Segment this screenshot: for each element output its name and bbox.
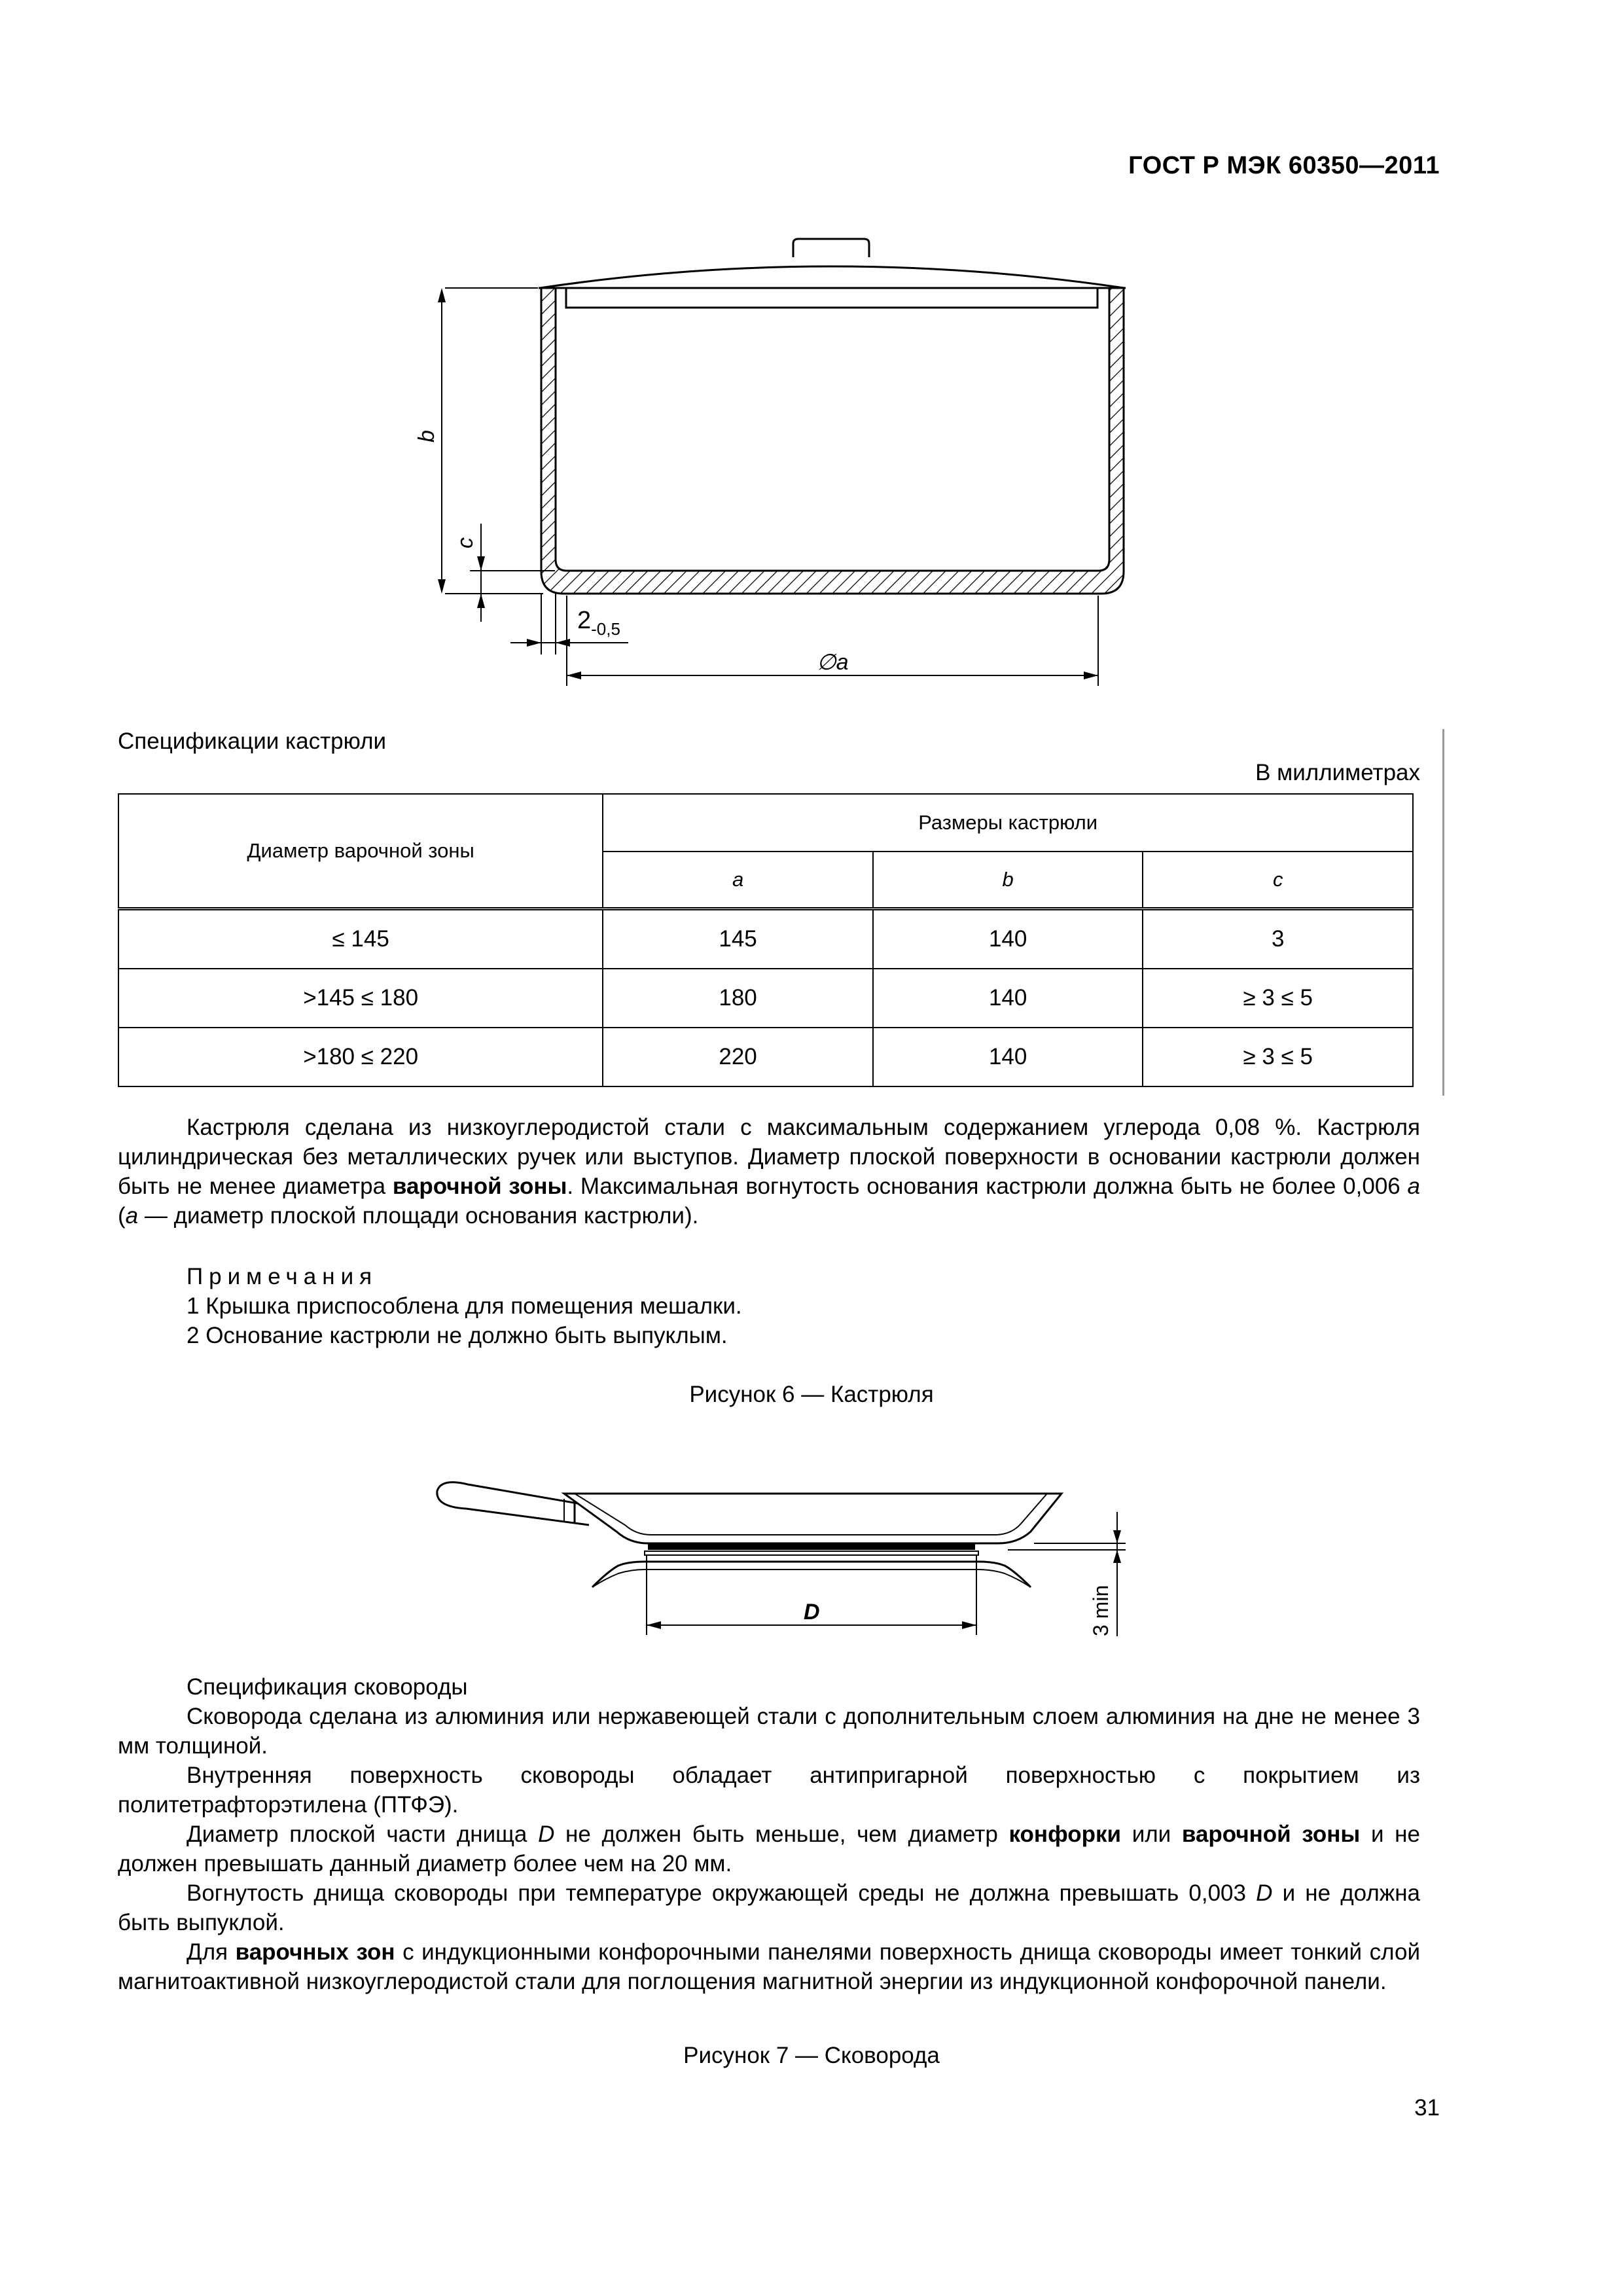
table-cell: 145 — [603, 909, 873, 969]
units-note: В миллиметрах — [1255, 760, 1420, 785]
pot-desc-text-4: — диаметр плоской площади основания кастрюли). — [138, 1203, 699, 1229]
frying-pan-drawing — [419, 1460, 1152, 1656]
pan-p3-text-3: или — [1121, 1821, 1182, 1847]
pan-para-1: Сковорода сделана из алюминия или нержавеющей стали с дополнительным слоем алюминия на дне не менее 3 мм толщиной. — [118, 1704, 1420, 1759]
figure-7-caption: Рисунок 7 — Сковорода — [683, 2043, 940, 2068]
pan-para-2: Внутренняя поверхность сковороды обладает антипригарной поверхностью с покрытием из политетрафторэтилена (ПТФЭ). — [118, 1763, 1420, 1818]
pan-p3-text-4: и не должен превышать данный диаметр более чем на 20 мм. — [118, 1821, 1420, 1876]
table-cell: 3 — [1143, 909, 1413, 969]
table-cell: ≤ 145 — [118, 909, 603, 969]
dim-D-label: D — [804, 1600, 820, 1624]
pan-p3-italic: D — [538, 1821, 555, 1847]
tolerance-main: 2 — [577, 607, 592, 634]
pot-desc-text-3: ( — [118, 1203, 126, 1229]
table-cell: 220 — [603, 1028, 873, 1086]
header-c: c — [1143, 852, 1413, 909]
table-cell: 140 — [873, 1028, 1143, 1086]
pot-desc-italic-1: a — [1407, 1174, 1420, 1199]
table-cell: 140 — [873, 969, 1143, 1028]
header-pot-dimensions: Размеры кастрюли — [603, 794, 1413, 852]
pan-p5-text-2: с индукционными конфорочными панелями поверхность днища сковороды имеет тонкий слой магнитоактивной низкоуглеродистой стали для поглощения магнитной энергии из индукционной конфорочной панели. — [118, 1939, 1420, 1994]
table-cell: 180 — [603, 969, 873, 1028]
margin-rule — [1442, 729, 1444, 1096]
table-row — [118, 969, 1413, 1028]
header-a: a — [603, 852, 873, 909]
pan-p3-text-2: не должен быть меньше, чем диаметр — [554, 1821, 1009, 1847]
header-cooking-zone: Диаметр варочной зоны — [118, 794, 603, 909]
dim-c-label: c — [453, 537, 478, 548]
dim-b-label: b — [414, 430, 439, 442]
table-cell: >180 ≤ 220 — [118, 1028, 603, 1086]
header-b: b — [873, 852, 1143, 909]
note-1: 1 Крышка приспособлена для помещения мешалки. — [187, 1293, 742, 1319]
pan-p3-bold-2: варочной зоны — [1181, 1821, 1361, 1847]
figure-6-caption: Рисунок 6 — Кастрюля — [689, 1382, 934, 1407]
pan-p5-bold: варочных зон — [235, 1939, 395, 1965]
dim-3min-label: 3 min — [1089, 1585, 1113, 1636]
pan-p4-text-1: Вогнутость днища сковороды при температуре окружающей среды не должна превышать 0,003 — [187, 1880, 1257, 1906]
pan-p3-text-1: Диаметр плоской части днища — [187, 1821, 539, 1847]
note-2: 2 Основание кастрюли не должно быть выпуклым. — [187, 1323, 728, 1348]
pot-drawing — [393, 229, 1178, 700]
wall-tolerance-label — [577, 607, 620, 639]
table-cell: >145 ≤ 180 — [118, 969, 603, 1028]
pan-p4-text-2: и не должна быть выпуклой. — [118, 1880, 1421, 1935]
pan-para-5 — [118, 1937, 1420, 1996]
dim-a-label: ∅a — [817, 650, 849, 675]
pot-desc-bold-1: варочной зоны — [392, 1174, 567, 1199]
pan-p3-bold-1: конфорки — [1008, 1821, 1122, 1847]
pot-desc-text-1: Кастрюля сделана из низкоуглеродистой стали с максимальным содержанием углерода 0,08 %. Кастрюля цилиндрическая без металлических ручек или выступов. Диаметр плоской поверхности в основании кастрюли должен быть не менее диаметра — [118, 1115, 1420, 1199]
table-cell: 140 — [873, 909, 1143, 969]
notes-title: Примечания — [187, 1264, 378, 1289]
pan-p4-italic: D — [1256, 1880, 1273, 1906]
table-row — [118, 909, 1413, 969]
pot-spec-title: Спецификации кастрюли — [118, 728, 387, 754]
pan-spec-title: Спецификация сковороды — [187, 1674, 468, 1700]
table-cell: ≥ 3 ≤ 5 — [1143, 1028, 1413, 1086]
table-cell: ≥ 3 ≤ 5 — [1143, 969, 1413, 1028]
pot-spec-table — [118, 793, 1414, 1087]
pot-desc-italic-2: a — [125, 1203, 139, 1229]
pan-para-3 — [118, 1820, 1420, 1878]
tolerance-sub: -0,5 — [591, 619, 620, 639]
pan-para-4 — [118, 1878, 1420, 1937]
pan-p5-text-1: Для — [187, 1939, 236, 1965]
pot-desc-text-2: . Максимальная вогнутость основания кастрюли должна быть не более 0,006 — [567, 1174, 1408, 1199]
page-number: 31 — [1414, 2095, 1440, 2121]
standard-header: ГОСТ Р МЭК 60350—2011 — [1128, 152, 1440, 179]
pot-description — [118, 1113, 1420, 1230]
table-row — [118, 1028, 1413, 1086]
